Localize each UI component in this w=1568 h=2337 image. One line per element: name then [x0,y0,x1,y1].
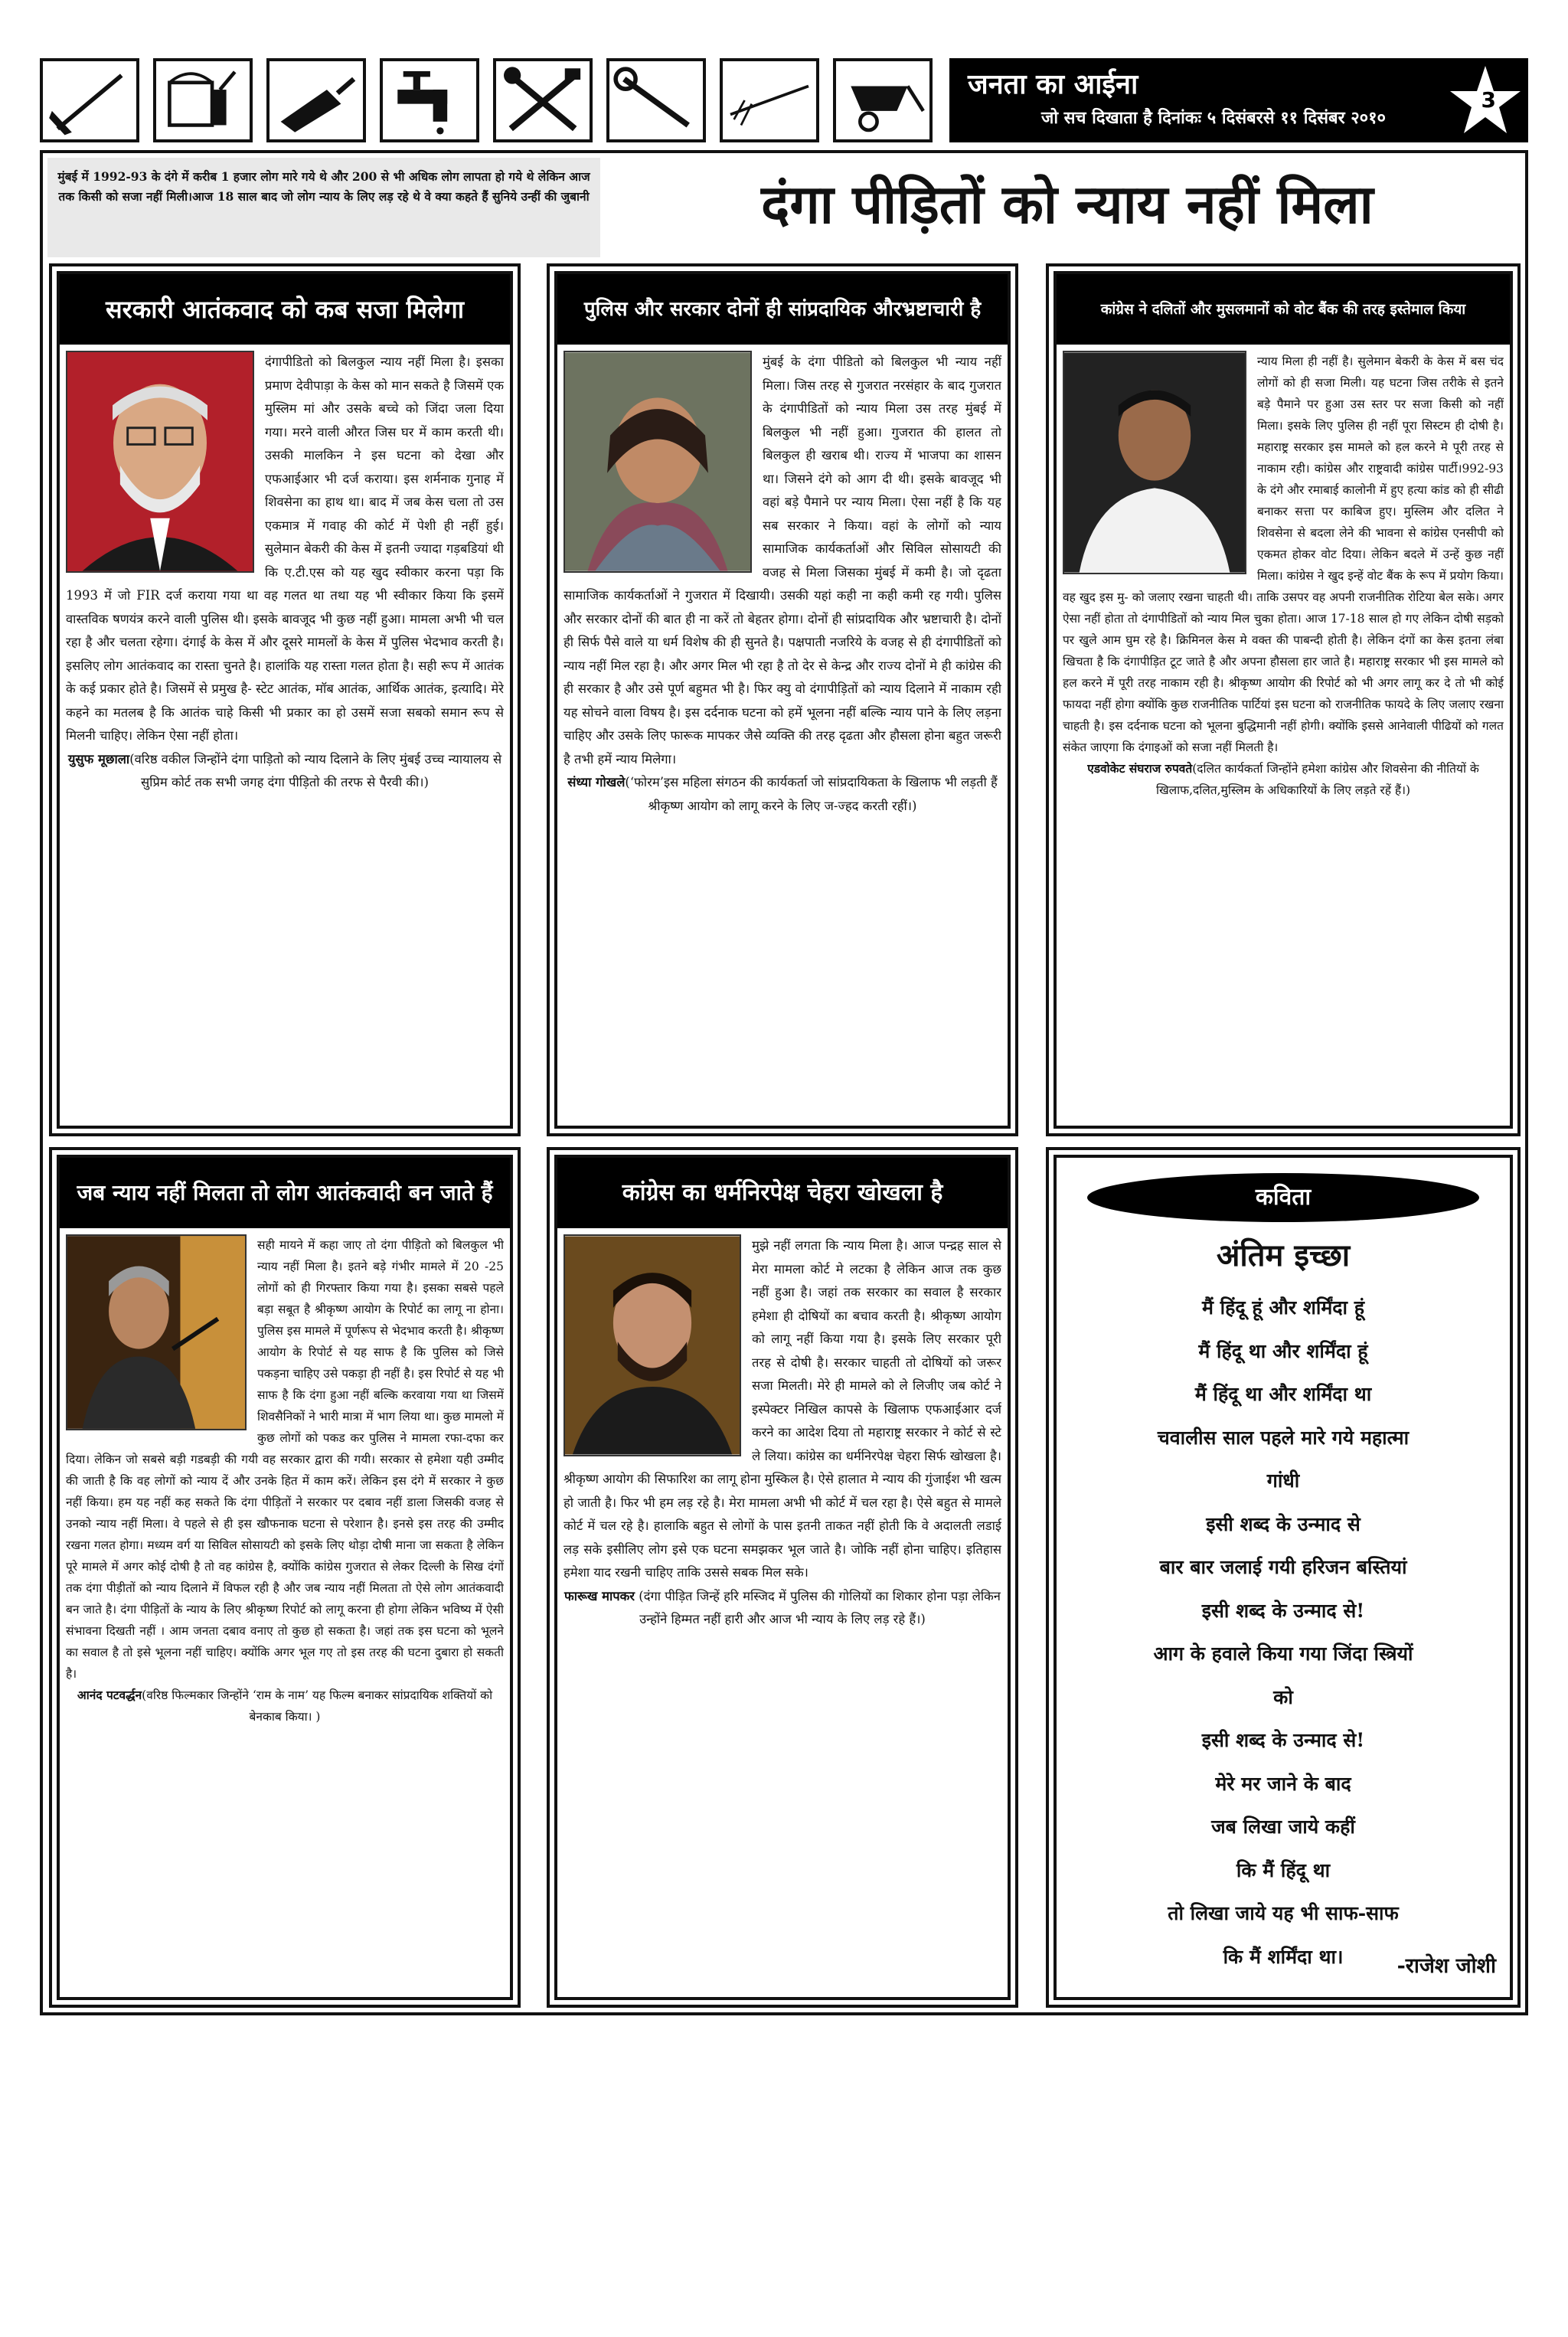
byline-name: युसुफ मूछाला [67,751,130,766]
article-box [547,263,1018,1136]
content-frame [40,150,1528,2015]
article-byline [1063,758,1504,801]
byline-name: एडवोकेट संघराज रुपवते [1087,761,1193,776]
poem-line: चवालीस साल पहले मारे गये महात्मा [1157,1426,1410,1449]
poem-line: कि मैं शर्मिंदा था। [1223,1945,1344,1968]
poem-box [1046,1147,1521,2008]
rake-icon [720,58,819,142]
article-body [66,1234,504,1727]
poem-line: आग के हवाले किया गया जिंदा स्त्रियों [1153,1642,1413,1665]
article-title: कांग्रेस का धर्मनिरपेक्ष चेहरा खोखला है [557,1158,1008,1228]
byline-desc: (दंगा पीड़ित जिन्हें हरि मस्जिद में पुलिस की गोलियों का शिकार होना पड़ा लेकिन उन्होंने हिम्मत नहीं हारी और आज भी न्याय के लिए लड़ रहे हैं।) [635,1588,1001,1626]
poem-line: जब लिखा जाये कहीं [1211,1816,1355,1838]
intro-blurb: मुंबई में 1992-93 के दंगे में करीब 1 हजार लोग मारे गये थे और 200 से भी अधिक लोग लापता हो गये थे लेकिन आज तक किसी को सजा नहीं मिली।आज 18 साल बाद जो लोग न्याय के लिए लड़ रहे थे वे क्या कहते हैं सुनिये उन्हीं की जुबानी [47,158,600,257]
poem-line: बार बार जलाई गयी हरिजन बस्तियां [1159,1556,1407,1578]
portrait-photo [1063,351,1246,574]
poem-line: इसी शब्द के उन्माद से [1206,1512,1361,1535]
byline-name: संध्या गोखले [567,775,626,789]
article-byline [564,771,1001,818]
byline-desc: (दलित कार्यकर्ता जिन्होंने हमेशा कांग्रेस और शिवसेना की नीतियों के खिलाफ,दलित,मुस्लिम के अधिकारियों के लिए लड़ते रहें हैं।) [1155,762,1479,797]
poem-line: मेरे मर जाने के बाद [1215,1772,1351,1795]
poem-line: इसी शब्द के उन्माद से! [1201,1729,1365,1751]
byline-name: आनंद पटवर्द्धन [77,1688,142,1702]
page-headline: दंगा पीड़ितों को न्याय नहीं मिला [761,172,1374,236]
poem-line: गांधी [1266,1469,1300,1492]
article-byline [66,1685,504,1727]
brand-name: जनता का आईना [968,68,1138,100]
wrench-icon [606,58,706,142]
article-text: मुझे नहीं लगता कि न्याय मिला है। आज पन्द्रह साल से मेरा मामला कोर्ट मे लटका है लेकिन आज तक कुछ नहीं हुआ है। जहां तक सरकार का सवाल है सरकार हमेशा ही दोषियों का बचाव करती है। श्रीकृष्ण आयोग को लागू नहीं किया गया है। इसके लिए सरकार पूरी तरह से दोषी है। सरकार चाहती तो दोषियों को जरूर सजा मिलती। मेरे ही मामले को ले लिजीए जब कोर्ट ने इस्पेक्टर निखिल कापसे के खिलाफ एफआईआर दर्ज करने का आदेश दिया तो महाराष्ट्र सरकार ने कोर्ट से स्टे ले लिया। कांग्रेस का धर्मनिरपेक्ष चेहरा सिर्फ खोखला है। श्रीकृष्ण आयोग की सिफारिश का लागू होना मुस्किल है। ऐसे हालात मे न्याय की गुंजाईश भी खत्म हो जाती है। फिर भी हम लड़ रहे है। मेरा मामला अभी भी कोर्ट में चल रहा है। ऐसे बहुत से मामले कोर्ट में चल रहे है। हालाकि बहुत से लोगों के पास इतनी ताकत नहीं होती कि वे अदालती लडाई लड़ सके इसीलिए लोग इसे एक घटना समझकर भूल जाते है। जोकि नहीं होना चाहिए। इतिहास हमेशा याद रखनी चाहिए ताकि उससे सबक मिल सके। [564,1238,1001,1580]
article-box [1046,263,1521,1136]
page-number: 3 [1481,87,1496,113]
article-box [547,1147,1018,2008]
poem-line: मैं हिंदू था और शर्मिंदा था [1194,1383,1372,1405]
article-title: जब न्याय नहीं मिलता तो लोग आतंकवादी बन जाते हैं [60,1158,510,1228]
article-byline [66,748,504,795]
portrait-photo [66,1234,247,1430]
article-title: सरकारी आतंकवाद को कब सजा मिलेगा [60,274,510,345]
poem-lines [1064,1286,1502,1979]
article-body [564,1234,1001,1632]
wheelbarrow-icon [833,58,933,142]
article-body [1063,351,1504,801]
article-box [49,1147,521,2008]
article-byline [564,1585,1001,1632]
article-body [564,351,1001,818]
article-body [66,351,504,795]
article-title: कांग्रेस ने दलितों और मुसलमानों को वोट बैंक की तरह इस्तेमाल किया [1057,274,1510,345]
crossed-tools-icon [493,58,593,142]
newspaper-page [40,55,1528,2015]
byline-name: फारूख मापकर [564,1588,635,1603]
poem-line: इसी शब्द के उन्माद से! [1201,1599,1365,1622]
hoe-icon [40,58,139,142]
brand-tagline: जो सच दिखाता है दिनांकः ५ दिसंबरसे ११ दिसंबर २०१० [1041,108,1386,128]
article-title: पुलिस और सरकार दोनों ही सांप्रदायिक औरभ्रष्टाचारी है [557,274,1008,345]
trowel-icon [266,58,366,142]
masthead [40,55,1528,145]
poem-line: मैं हिंदू था और शर्मिंदा हूं [1198,1339,1368,1362]
poem-line: मैं हिंदू हूं और शर्मिंदा हूं [1201,1296,1365,1319]
byline-desc: (‘फोरम’इस महिला संगठन की कार्यकर्ता जो सांप्रदायिकता के खिलाफ भी लड़ती हैं श्रीकृष्ण आयोग को लागू करने के लिए ज-ज्हद करती रहीं।) [625,775,998,813]
poem-badge: कविता [1087,1173,1479,1222]
poem-line: तो लिखा जाये यह भी साफ-साफ [1168,1902,1399,1924]
byline-desc: (वरिष्ठ फिल्मकार जिन्होंने ‘राम के नाम’ यह फिल्म बनाकर सांप्रदायिक शक्तियों को बेनकाब किया। ) [142,1688,493,1724]
poem-title: अंतिम इच्छा [1216,1237,1351,1273]
poem-line: को [1273,1685,1293,1708]
poem-author: -राजेश जोशी [1396,1954,1496,1978]
portrait-photo [564,1234,741,1456]
article-text: न्याय मिला ही नहीं है। सुलेमान बेकरी के केस में बस चंद लोगों को ही सजा मिली। यह घटना जिस तरीके से इतने बड़े पैमाने पर हुआ उस स्तर पर सजा किसी को नहीं मिला। इसके लिए पुलिस ही नहीं पूरा सिस्टम ही दोषी है। महाराष्ट्र सरकार इस मामले को हल करने मे पूरी तरह से नाकाम रही। कांग्रेस और राष्ट्रवादी कांग्रेस पार्टी।992-93 के दंगे और रमाबाई कालोनी में हुए हत्या कांड को ही सीढी बनाकर सत्ता पर काबिज हुए। मुस्लिम और दलित ने शिवसेना से बदला लेने की भावना से कांग्रेस एनसीपी को एकमत होकर वोट दिया। लेकिन बदले में उन्हें कुछ नहीं मिला। कांग्रेस ने खुद इन्हें वोट बैंक के रूप में प्रयोग किया। वह खुद इस मु- को जलाए रखना चाहती थी। ताकि उसपर वह अपनी राजनीतिक रोटिया बेल सके। अगर ऐसा नहीं होता तो दंगापीडितों को न्याय मिल चुका होता। आज 17-18 साल हो गए लेकिन दोषी सड़को पर खुले आम घुम रहे है। क्रिमिनल केस मे वक्त की पाबन्दी होती है। लेकिन दंगों का केस इतना लंबा खिचता है कि दंगापीड़ित टूट जाते है और अपना हौसला हार जाते है। महाराष्ट्र सरकार भी इस मामले को हल करने में पूरी तरह नाकाम रही है। श्रीकृष्ण आयोग की रिपोर्ट को भी अगर लागू कर दे तो भी कोई फायदा नहीं होगा क्योंकि कुछ राजनीतिक पार्टियां इस घटना को राजनीतिक फायदे के लिए जलाए रखना चाहती है। इस दर्दनाक घटना को भूलना बुद्धिमानी नहीं होगी। क्योंकि इससे आनेवाली पीढियों को गलत संकेत जाएगा कि दंगाइओं को सजा नहीं मिलती है। [1063,355,1504,754]
poem-line: कि मैं हिंदू था [1236,1858,1331,1881]
article-box [49,263,521,1136]
article-text: सही मायने में कहा जाए तो दंगा पीड़ितो को बिलकुल भी न्याय नहीं मिला है। इतने बड़े गंभीर मामले में 20 -25 लोगों को ही गिरफ्तार किया गया है। इसका सबसे पहले बड़ा सबूत है श्रीकृष्ण आयोग के रिपोर्ट का लागू ना होना। पुलिस इस मामले में पूर्णरूप से भेदभाव करती है। श्रीकृष्ण आयोग के रिपोर्ट से यह साफ है कि पुलिस को जिसे पकड़ना चाहिए उसे पकड़ा ही नहीं है। इस रिपोर्ट से यह भी साफ है कि दंगा हुआ नहीं बल्कि करवाया गया था जिसमें शिवसैनिकों ने भारी मात्रा में भाग लिया था। कुछ मामलो में कुछ लोगों को पकड कर पुलिस ने मामला रफा-दफा कर दिया। लेकिन जो सबसे बड़ी गडबड़ी की गयी वह सरकार द्वारा की गयी। सरकार से हमेशा यही उम्मीद की जाती है कि वह लोगों को न्याय दें और उनके हित में काम करें। लेकिन इस दंगे में सरकार ने कुछ नहीं किया। हम यह नहीं कह सकते कि दंगा पीड़ितों ने सरकार पर दबाव नहीं डाला जिसकी वजह से उनको न्याय नहीं मिला। वे पहले से ही इस खौफनाक घटना से परेशान है। इनसे इस तरह की उम्मीद रखना गलत होगा। मध्यम वर्ग या सिविल सोसायटी को इसके लिए थोड़ा दोषी माना जा सकता है लेकिन पूरे मामले में अगर कोई दोषी है तो वह कांग्रेस है, क्योंकि कांग्रेस गुजरात से लेकर दिल्ली के सिख दंगों तक दंगा पीड़ीतों को न्याय दिलाने में विफल रही है और जब न्याय नहीं मिलता तो ऐसे लोग आतंकवादी बन जाते है। दंगा पीड़ितों के न्याय के लिए श्रीकृष्ण रिपोर्ट को लागू करना ही होगा लेकिन भविष्य में ऐसी संभावना दिखती नहीं । आम जनता दबाव वनाए तो कुछ हो सकता है। जहां तक इस घटना को भूलने का सवाल है तो इसे भूलना नहीं चाहिए। क्योंकि अगर भूल गए तो इस तरह की घटना दुबारा हो सकती है। [66,1238,504,1681]
paint-bucket-icon [153,58,253,142]
article-text: दंगापीडितो को बिलकुल न्याय नहीं मिला है। इसका प्रमाण देवीपाड़ा के केस को मान सकते है जिसमें एक मुस्लिम मां और उसके बच्चे को जिंदा जला दिया गया। मरने वाली औरत जिस घर में काम करती थी। उसकी मालकिन ने इस घटना को देखा और एफआईआर भी दर्ज कराया। इस शर्मनाक गुनाह में शिवसेना का हाथ था। बाद में जब केस चला तो उस एकमात्र में गवाह की कोर्ट में पेशी ही नहीं हुई।सुलेमान बेकरी की केस में इतनी ज्यादा गड़बडियां थी कि ए.टी.एस को यह खुद स्वीकार करना पड़ा कि 1993 में जो FIR दर्ज कराया गया था वह गलत था तथा यह भी स्वीकार किया कि इसमें वास्तविक षणयंत्र करने वाली पुलिस थी। इसके बावजूद भी कुछ नहीं हुआ। मामला अभी भी चल रहा है और चलता रहेगा। दंगाई के केस में और दूसरे मामलों के केस में पुलिस भेदभाव करती है। इसलिए लोग आतंकवाद का रास्ता चुनते है। हालांकि यह रास्ता गलत होता है। सही रूप में आतंक के कई प्रकार होते है। जिसमें से प्रमुख है- स्टेट आतंक, मॉब आतंक, आर्थिक आतंक, इत्यादि। मेरे कहने का मतलब है कि आतंक चाहे किसी भी प्रकार का हो उसमें सजा सबको समान रूप से मिलनी चाहिए। लेकिन ऐसा नहीं होता। [66,355,504,743]
water-tap-icon [380,58,479,142]
portrait-photo [66,351,254,573]
byline-desc: (वरिष्ठ वकील जिन्होंने दंगा पाड़ितो को न्याय दिलाने के लिए मुंबई उच्च न्यायालय से सुप्रिम कोर्ट तक सभी जगह दंगा पीड़ितो की तरफ से पैरवी की।) [129,751,502,789]
article-text: मुंबई के दंगा पीडितो को बिलकुल भी न्याय नहीं मिला। जिस तरह से गुजरात नरसंहार के बाद गुजरात के दंगापीडितों को न्याय मिला उस तरह मुंबई में बिलकुल भी नहीं हुआ। गुजरात की हालत तो बिलकुल ही खराब थी। राज्य में भाजपा का शासन था। जिसने दंगे को आग दी थी। इसके बावजूद भी वहां बड़े पैमाने पर न्याय मिला। ऐसा नहीं है कि यह सब सरकार ने किया। वहां के लोगों को न्याय सामाजिक कार्यकर्ताओं और सिविल सोसायटी की वजह से मिला जिसका मुंबई में कमी है। जो दृढता सामाजिक कार्यकर्ताओं ने गुजरात में दिखायी। उसकी यहां कही ना कही कमी रह गयी। पुलिस और सरकार दोनों की बात ही ना करें तो बेहतर होगा। दोनों ही सांप्रदायिक और भ्रष्टाचारी है। दोनों ही सिर्फ पैसे वाले या धर्म विशेष की ही सुनते है। पक्षपाती नजरिये के वजह से ही दंगापीडितों को न्याय नहीं मिल रहा है। और अगर मिल भी रहा है तो देर से केन्द्र और राज्य दोनों मे ही कांग्रेस की ही सरकार है और उसे पूर्ण बहुमत भी है। फिर क्यु वो दंगापीड़ितों को न्याय दिलाने में नाकाम रही यह सोचने वाला विषय है। इस दर्दनाक घटना को हमें भूलना नहीं बल्कि न्याय पाने के लिए लड़ना चाहिए और उसके लिए फारूक मापकर जैसे व्यक्ति की तरह दृढता और हौसला होना बहुत जरूरी है तभी हमें न्याय मिलेगा। [564,355,1001,766]
brand-block [949,58,1528,142]
portrait-photo [564,351,752,573]
